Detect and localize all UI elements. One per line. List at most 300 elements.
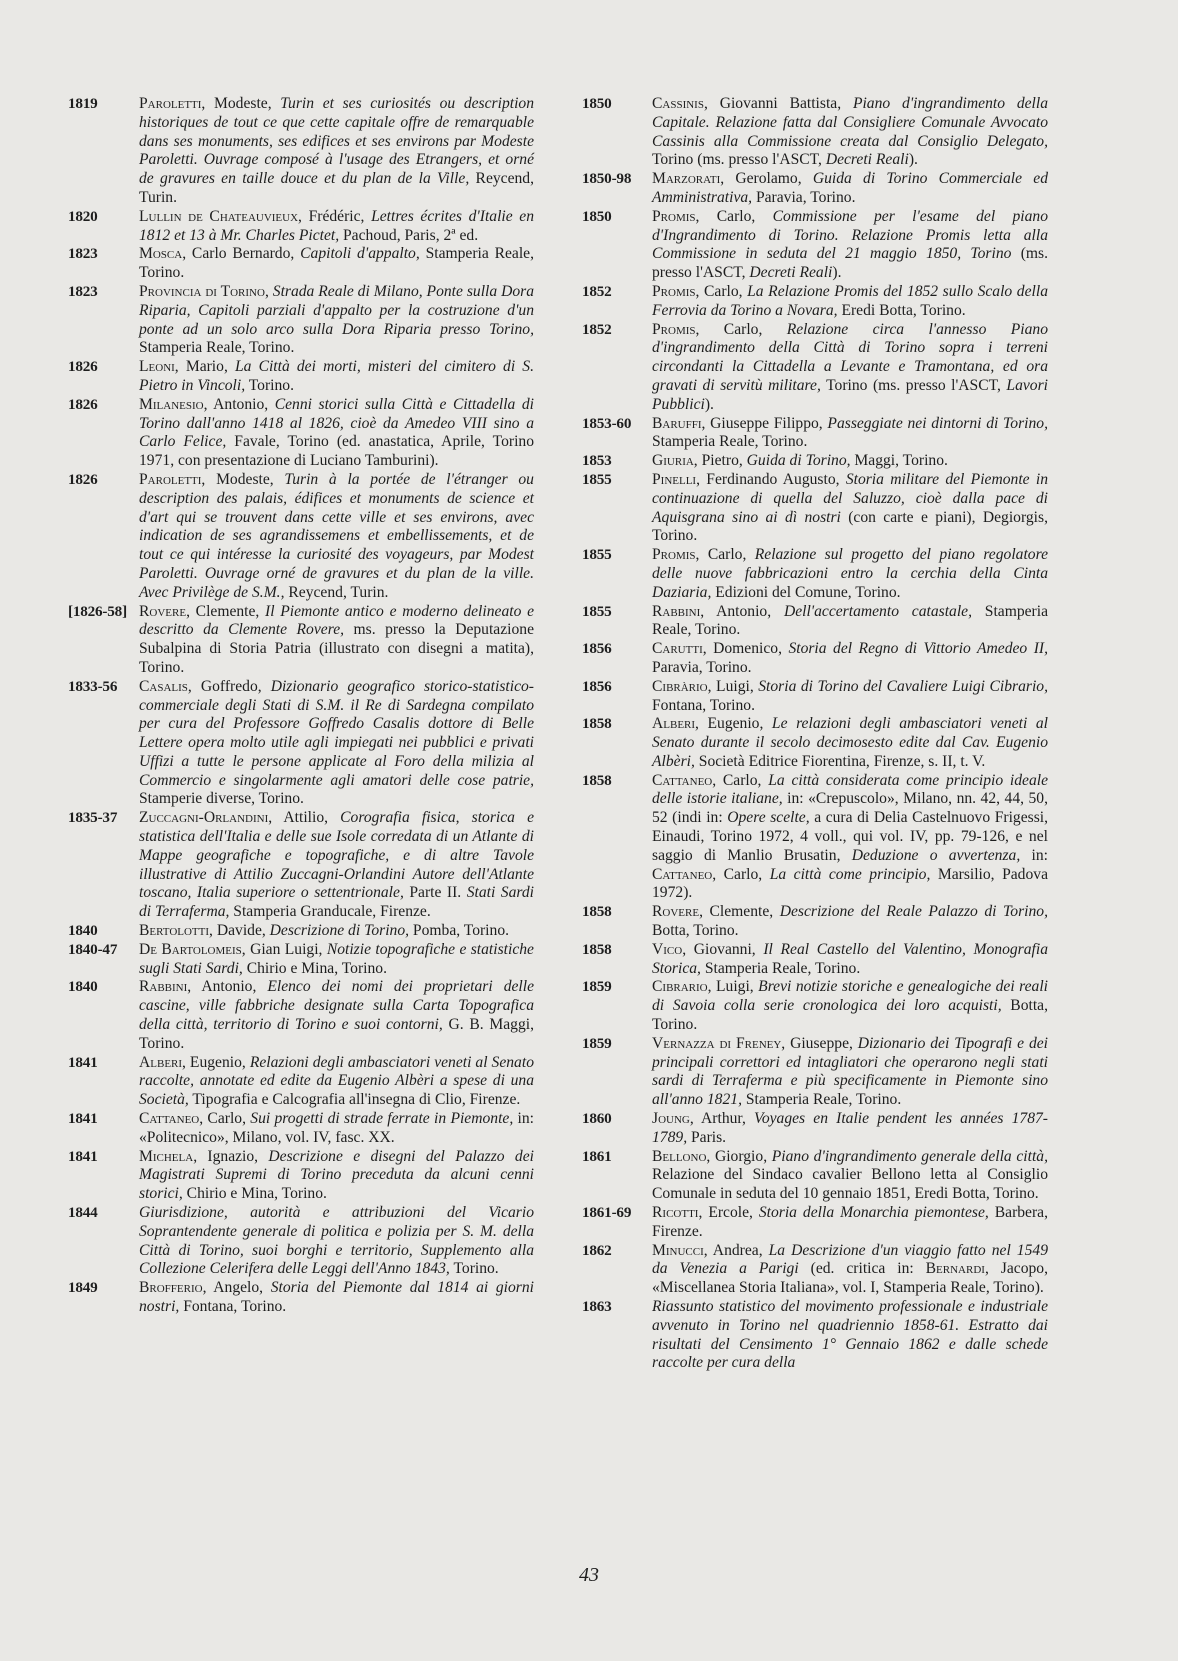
entry-year: 1858 <box>582 940 612 958</box>
entry-name: Carlo Bernardo, <box>186 245 301 263</box>
entry-author: Promis, <box>652 282 700 300</box>
bibliography-entry <box>68 208 534 246</box>
entry-name: Davide, <box>212 922 270 940</box>
bibliography-entry <box>582 95 1048 170</box>
entry-name: Attilio, <box>272 809 341 827</box>
entry-author: Carutti, <box>652 640 707 658</box>
bibliography-entry <box>582 546 1048 602</box>
entry-year: 1819 <box>68 95 98 112</box>
entry-author: Cibrario, <box>652 978 712 996</box>
entry-publication: Torino (ms. presso l'ASCT, <box>652 151 826 169</box>
entry-author: Rabbini, <box>139 978 192 996</box>
entry-title: La Città dei morti, misteri del cimitero di S. Pietro in Vincoli, <box>139 358 534 394</box>
entry-publication: Stamperia Reale, Torino. <box>139 339 295 357</box>
entry-name: Ignazio, <box>197 1147 269 1165</box>
right-column <box>582 95 1048 1373</box>
entry-text <box>139 1204 534 1279</box>
entry-name: Frédéric, <box>301 207 372 225</box>
entry-text <box>139 283 534 358</box>
entry-text <box>139 208 534 246</box>
entry-note-secondary: Carlo, <box>716 865 770 883</box>
bibliography-entry <box>582 1204 1048 1242</box>
entry-title: Storia della Monarchia piemontese, <box>758 1204 989 1222</box>
entry-year: 1858 <box>582 903 612 921</box>
entry-title: Passeggiate nei dintorni di Torino, <box>827 414 1048 432</box>
entry-publication: (con carte e piani), Degiorgis, Torino. <box>652 508 1048 545</box>
bibliography-entry <box>582 678 1048 716</box>
bibliography-entry <box>68 941 534 979</box>
entry-author: Leoni, <box>139 358 179 376</box>
entry-text <box>652 715 1048 771</box>
entry-year: 1841 <box>68 1147 98 1165</box>
left-column <box>68 95 534 1317</box>
entry-publication: Stamperia Reale, Torino. <box>741 1091 902 1109</box>
entry-author: Cattaneo, <box>652 771 717 789</box>
entry-text <box>652 1204 1048 1242</box>
entry-title: Brevi notizie storiche e genealogiche dei reali di Savoia colla serie cronologica dei loro acquisti, <box>652 978 1049 1015</box>
bibliography-entry <box>582 321 1048 415</box>
entry-author: Zuccagni-Orlandini, <box>139 809 273 827</box>
entry-year: 1852 <box>582 320 612 338</box>
entry-year: 1823 <box>68 245 98 263</box>
bibliography-entry <box>582 1148 1048 1204</box>
entry-note: in: <box>1020 846 1048 864</box>
entry-author-secondary: Bernardi, <box>925 1260 989 1278</box>
entry-publication: ms. presso la Deputazione Subalpina di Storia Patria (illustrato con disegni a matita), Torino. <box>139 621 534 676</box>
entry-author: Promis, <box>652 320 700 338</box>
entry-year: 1849 <box>68 1279 98 1297</box>
entry-author: Promis, <box>652 207 700 225</box>
entry-name: Mario, <box>178 358 235 376</box>
entry-title: Strada Reale di Milano, Ponte sulla Dora Riparia, Capitoli parziali d'appalto per la costruzione d'un ponte ad un solo arco sulla Dora Riparia presso Torino, <box>139 282 534 338</box>
entry-year: 1826 <box>68 470 98 488</box>
entry-publication: Stamperia Reale, Torino. <box>700 959 861 977</box>
entry-year: 1841 <box>68 1110 98 1128</box>
bibliography-entry <box>68 603 534 678</box>
entry-year: 1859 <box>582 978 612 996</box>
entry-author: Provincia di Torino, <box>139 282 269 300</box>
entry-text <box>652 772 1048 904</box>
entry-author: Joung, <box>652 1110 694 1128</box>
bibliography-entry <box>68 396 534 471</box>
entry-author: Rabbini, <box>652 602 705 620</box>
entry-text <box>652 1110 1048 1148</box>
entry-name: Modeste, <box>205 470 285 488</box>
bibliography-entry <box>68 1054 534 1110</box>
entry-year: 1856 <box>582 640 612 658</box>
entry-note-tertiary: Marsilio, Padova 1972). <box>652 865 1048 902</box>
entry-text <box>652 208 1048 283</box>
entry-author: Paroletti, <box>139 95 206 112</box>
entry-text <box>139 471 534 603</box>
entry-title: Turin et ses curiosités ou description historiques de tout ce que cette capitale offre de remarquable dans ses monuments, ses edifices et ses environs par Modeste Paroletti. Ouvrage composé à l'usage des Etrangers, et orné de gravures en taille douce et du plan de la Ville, <box>139 95 534 188</box>
entry-year: 1826 <box>68 358 98 376</box>
entry-text <box>139 603 534 678</box>
entry-author: Lullin de Chateauvieux, <box>139 207 302 225</box>
entry-title: Elenco dei nomi dei proprietari delle cascine, ville fabbriche designate sulla Carta Topografica della città, territorio di Torino e suoi contorni, <box>139 978 534 1034</box>
entry-text <box>652 546 1048 602</box>
entry-author: Baruffi, <box>652 414 706 432</box>
entry-author: Pinelli, <box>652 470 700 488</box>
entry-year: 1850 <box>582 207 612 225</box>
entry-year: 1820 <box>68 207 98 225</box>
entry-title: Relazione circa l'annesso Piano d'ingrandimento della Città di Torino sopra i terreni circondanti la Cittadella a Levante e Tramontana, ed ora gravati di servitù militare, <box>652 320 1048 394</box>
entry-year: 1856 <box>582 677 612 695</box>
entry-text <box>139 245 534 283</box>
entry-name: Gian Luigi, <box>245 940 327 958</box>
entry-name: Domenico, <box>706 640 789 658</box>
entry-title: Storia del Regno di Vittorio Amedeo II, <box>788 640 1048 658</box>
entry-title: Turin à la portée de l'étranger ou description des palais, édifices et monuments de science et d'art qui se trouvent dans cette ville et ses environs, avec indication de ses agrandissemens et embellissements, et de tout ce qui intéresse la curiosité des voyageurs, par Modest Paroletti. Ouvrage orné de gravures et du plan de la ville. Avec Privilège de S.M., <box>139 470 534 601</box>
entry-name: Gerolamo, <box>724 170 813 188</box>
entry-publication: (ms. presso l'ASCT, <box>652 245 1048 282</box>
entry-text <box>652 903 1048 941</box>
entry-publication: Parte II. <box>403 884 467 902</box>
entry-publication: Botta, Torino. <box>652 922 739 940</box>
entry-title: Descrizione di Torino, <box>269 922 410 940</box>
entry-publication: Paravia, Torino. <box>652 658 752 676</box>
entry-publication-secondary: ). <box>704 395 714 413</box>
bibliography-entry <box>582 283 1048 321</box>
entry-year: 1862 <box>582 1241 612 1259</box>
bibliography-entry <box>68 245 534 283</box>
entry-title: Piano d'ingrandimento generale della città, <box>771 1147 1048 1165</box>
entry-title-secondary: Decreti Reali <box>749 264 833 282</box>
bibliography-entry <box>68 1279 534 1317</box>
entry-publication: G. B. Maggi, Torino. <box>139 1016 534 1052</box>
bibliography-entry <box>582 1035 1048 1110</box>
entry-year: 1826 <box>68 395 98 413</box>
entry-title-secondary: Lavori Pubblici <box>652 376 1048 413</box>
entry-text <box>652 1298 1048 1373</box>
entry-publication: Chirio e Mina, Torino. <box>182 1185 327 1203</box>
entry-year: 1855 <box>582 546 612 564</box>
entry-text <box>652 1035 1048 1110</box>
entry-text <box>652 1242 1048 1298</box>
entry-title: Capitoli d'appalto, <box>300 245 420 263</box>
entry-publication: Paravia, Torino. <box>752 188 856 206</box>
entry-name: Giorgio, <box>710 1147 772 1165</box>
entry-author: Vernazza di Freney, <box>652 1034 786 1052</box>
bibliography-entry <box>68 922 534 941</box>
entry-publication: Stamperia Reale, Torino. <box>139 245 534 282</box>
entry-author: Bellono, <box>652 1147 711 1165</box>
entry-year: 1858 <box>582 771 612 789</box>
entry-year: 1859 <box>582 1034 612 1052</box>
entry-name: Pietro, <box>697 452 747 470</box>
entry-publication: Relazione del Sindaco cavalier Bellono letta al Consiglio Comunale in seduta del 10 gennaio 1851, Eredi Botta, Torino. <box>652 1166 1048 1203</box>
entry-title: Lettres écrites d'Italie en 1812 et 13 à Mr. Charles Pictet, <box>139 207 535 244</box>
entry-title: Storia militare del Piemonte in continuazione di quella del Saluzzo, cioè dalla pace di Aquisgrana sino ai dì nostri <box>652 470 1048 526</box>
entry-author: Cattaneo, <box>139 1110 204 1128</box>
bibliography-entry <box>68 1110 534 1148</box>
entry-title: Descrizione e disegni del Palazzo dei Magistrati Supremi di Torino preceduta da alcuni cenni storici, <box>139 1147 534 1203</box>
entry-title: Dell'accertamento catastale, <box>783 602 972 620</box>
entry-title-secondary: Stati Sardi di Terraferma, <box>139 884 534 921</box>
entry-name: Antonio, <box>207 395 275 413</box>
entry-publication-secondary: Stamperia Granducale, Firenze. <box>229 903 431 921</box>
entry-publication-secondary: ). <box>908 151 918 169</box>
entry-name: Carlo, <box>203 1110 251 1128</box>
entry-title: Relazione sul progetto del piano regolatore delle nuove fabbricazioni entro la cerchia della Cinta Daziaria, <box>652 546 1048 601</box>
entry-year: 1823 <box>68 282 98 300</box>
entry-publication: Stamperia Reale, Torino. <box>652 602 1048 639</box>
entry-text <box>139 1279 534 1317</box>
entry-title: Commissione per l'esame del piano d'Ingrandimento di Torino. Relazione Promis letta alla Commissione in seduta del 21 maggio 1850, Torino <box>652 207 1049 263</box>
entry-name: Antonio, <box>191 978 268 996</box>
entry-publication: Torino. <box>449 1260 499 1278</box>
bibliography-entry <box>68 978 534 1053</box>
entry-name: Carlo, <box>699 320 787 338</box>
entry-year: 1853 <box>582 452 612 470</box>
entry-text <box>139 978 534 1053</box>
entry-title: Corografia fisica, storica e statistica dell'Italia e delle sue Isole corredata di un Atlante di Mappe geografiche e topografiche, e di altre Tavole illustrative di Attilio Zuccagni-Orlandini Autore dell'Atlante toscano, Italia superiore o settentrionale, <box>139 809 534 902</box>
entry-title: Dizionario dei Tipografi e dei principali correttori ed intagliatori che operarono negli stati sardi di Terraferma e più specificamente in Piemonte sino all'anno 1821, <box>652 1034 1048 1109</box>
entry-author: Rovere, <box>652 903 703 921</box>
entry-title: Riassunto statistico del movimento professionale e industriale avvenuto in Torino nel quadriennio 1858-61. Estratto dai risultati del Censimento 1° Gennaio 1862 e dalle schede raccolte per cura della <box>652 1298 1048 1372</box>
entry-publication-secondary: ). <box>832 264 842 282</box>
entry-title: Notizie topografiche e statistiche sugli Stati Sardi, <box>139 940 534 977</box>
entry-text <box>652 603 1048 641</box>
entry-year: 1850 <box>582 95 612 112</box>
bibliography-entry <box>582 1298 1048 1373</box>
entry-text <box>139 809 534 922</box>
bibliography-entry <box>582 471 1048 546</box>
bibliography-entry <box>582 1242 1048 1298</box>
entry-year: 1850-98 <box>582 170 632 188</box>
entry-publication: Stamperia Reale, Torino. <box>652 433 808 451</box>
entry-publication: Chirio e Mina, Torino. <box>242 959 387 977</box>
entry-year: 1855 <box>582 470 612 488</box>
bibliography-entry <box>582 640 1048 678</box>
entry-year: 1853-60 <box>582 414 632 432</box>
entry-publication: Reycend, Turin. <box>139 170 534 206</box>
entry-title: Guida di Torino Commerciale ed Amministrativa, <box>652 170 1048 206</box>
entry-author: Giuria, <box>652 452 698 470</box>
entry-text <box>139 941 534 979</box>
entry-text <box>652 95 1048 170</box>
entry-title: Il Real Castello del Valentino, Monografia Storica, <box>652 940 1049 977</box>
entry-year: 1844 <box>68 1204 98 1222</box>
entry-year: 1861-69 <box>582 1204 632 1222</box>
bibliography-entry <box>68 283 534 358</box>
bibliography-entry <box>582 170 1048 208</box>
entry-title: Relazioni degli ambasciatori veneti al Senato raccolte, annotate ed edite da Eugenio Albèri a spese di una Società, <box>139 1053 534 1109</box>
entry-text <box>139 1054 534 1110</box>
entry-title: La Descrizione d'un viaggio fatto nel 1549 da Venezia a Parigi <box>652 1241 1048 1278</box>
entry-text <box>652 640 1048 678</box>
entry-author: Marzorati, <box>652 170 725 188</box>
entry-year: 1860 <box>582 1110 612 1128</box>
entry-publication: Botta, Torino. <box>652 997 1048 1034</box>
entry-title: Sui progetti di strade ferrate in Piemonte, <box>250 1110 514 1128</box>
entry-year: 1840 <box>68 978 98 996</box>
entry-publication: in: «Crepuscolo», Milano, nn. 42, 44, 50, 52 (indi in: <box>652 790 1048 827</box>
entry-publication: Tipografia e Calcografia all'insegna di Clio, Firenze. <box>188 1091 521 1109</box>
entry-year: 1852 <box>582 282 612 300</box>
entry-text <box>139 396 534 471</box>
entry-title: Storia di Torino del Cavaliere Luigi Cibrario, <box>758 677 1049 695</box>
entry-publication: Torino (ms. presso l'ASCT, <box>820 376 1007 394</box>
entry-title: Descrizione del Reale Palazzo di Torino, <box>779 903 1048 921</box>
entry-title: La Relazione Promis del 1852 sullo Scalo della Ferrovia da Torino a Novara, <box>652 282 1048 319</box>
entry-text <box>652 452 1048 471</box>
entry-title: Piano d'ingrandimento della Capitale. Relazione fatta dal Consigliere Comunale Avvocato Cassinis alla Commissione creata dal Consiglio Delegato, <box>652 95 1048 150</box>
entry-publication: Pachoud, Paris, 2ª ed. <box>339 226 479 244</box>
entry-name: Antonio, <box>704 602 784 620</box>
entry-title-quaternary: La città come principio, <box>769 865 931 883</box>
entry-text <box>652 170 1048 208</box>
entry-author: De Bartolomeis, <box>139 940 246 958</box>
bibliography-entry <box>582 772 1048 904</box>
entry-publication: (ed. critica in: <box>798 1260 926 1278</box>
entry-publication: Fontana, Torino. <box>179 1298 287 1315</box>
entry-name: Clemente, <box>189 602 266 620</box>
entry-text <box>652 978 1048 1034</box>
bibliography-entry <box>582 208 1048 283</box>
entry-author: Minucci, <box>652 1241 708 1259</box>
entry-title-tertiary: Deduzione o avvertenza, <box>851 846 1021 864</box>
entry-year: 1855 <box>582 602 612 620</box>
entry-text <box>652 415 1048 453</box>
entry-publication: Barbera, Firenze. <box>652 1204 1048 1240</box>
entry-name: Giovanni, <box>686 940 764 958</box>
entry-title: Giurisdizione, autorità e attribuzioni del Vicario Soprantendente generale di politica e polizia per S. M. della Città di Torino, suoi borghi e territorio, Supplemento alla Collezione Celerifera delle Leggi dell'Anno 1843, <box>139 1204 534 1278</box>
entry-author: Milanesio, <box>139 395 208 413</box>
entry-publication: Paris. <box>687 1128 727 1146</box>
entry-text <box>652 678 1048 716</box>
entry-name: Andrea, <box>707 1241 769 1259</box>
entry-text <box>139 95 534 208</box>
entry-name: Goffredo, <box>191 677 271 695</box>
entry-text <box>652 941 1048 979</box>
entry-author: Casalis, <box>139 677 192 695</box>
bibliography-entry <box>582 978 1048 1034</box>
entry-name: Arthur, <box>693 1110 755 1128</box>
entry-title: Guida di Torino, <box>746 452 851 470</box>
entry-text <box>652 283 1048 321</box>
entry-author: Cibràrio, <box>652 677 712 695</box>
entry-name: Carlo, <box>699 207 773 225</box>
entry-publication: Fontana, Torino. <box>652 696 756 714</box>
bibliography-entry <box>582 415 1048 453</box>
entry-title: La città considerata come principio ideale delle istorie italiane, <box>652 771 1049 808</box>
entry-name: Giovanni Battista, <box>707 95 853 112</box>
entry-name: Angelo, <box>206 1279 271 1297</box>
entry-text <box>139 1148 534 1204</box>
entry-publication: Edizioni del Comune, Torino. <box>711 583 901 601</box>
entry-title: Cenni storici sulla Città e Cittadella di Torino dall'anno 1418 al 1826, cioè da Amedeo VIII sino a Carlo Felice, <box>139 395 534 451</box>
entry-publication: Stamperie diverse, Torino. <box>139 790 304 808</box>
entry-name: Ercole, <box>702 1204 759 1222</box>
entry-name: Carlo, <box>699 546 755 564</box>
entry-note-secondary: Jacopo, «Miscellanea Storia Italiana», vol. I, Stamperia Reale, Torino). <box>652 1260 1048 1297</box>
entry-text <box>652 1148 1048 1204</box>
entry-name: Clemente, <box>702 903 780 921</box>
entry-text <box>139 358 534 396</box>
bibliography-entry <box>582 603 1048 641</box>
entry-title-secondary: Opere scelte, <box>727 809 810 827</box>
entry-year: [1826-58] <box>68 602 127 620</box>
entry-publication: Torino. <box>245 376 294 394</box>
entry-year: 1861 <box>582 1147 612 1165</box>
entry-author: Paroletti, <box>139 470 206 488</box>
bibliography-entry <box>68 678 534 810</box>
entry-publication: Pomba, Torino. <box>409 922 510 940</box>
entry-publication: Reycend, Turin. <box>284 583 389 601</box>
entry-text <box>139 678 534 810</box>
entry-title: Le relazioni degli ambasciatori veneti al Senato durante il secolo decimosesto edite dal Cav. Eugenio Albèri, <box>652 715 1048 770</box>
entry-author: Mosca, <box>139 245 187 263</box>
entry-text <box>652 471 1048 546</box>
entry-title: Storia del Piemonte dal 1814 ai giorni nostri, <box>139 1279 534 1315</box>
bibliography-entry <box>68 1148 534 1204</box>
entry-author: Promis, <box>652 546 700 564</box>
entry-name: Ferdinando Augusto, <box>700 470 846 488</box>
entry-name: Carlo, <box>699 282 748 300</box>
entry-title: Dizionario geografico storico-statistico-commerciale degli Stati di S.M. il Re di Sardegna compilato per cura del Professore Goffredo Casalis dottore di Belle Lettere opera molto utile agli impiegati nei pubblici e privati Uffizi a tutte le persone applicate al Foro della milizia al Commercio e singolarmente agli amatori delle cose patrie, <box>139 677 534 789</box>
entry-title: Voyages en Italie pendent les années 1787-1789, <box>652 1110 1048 1146</box>
entry-name: Luigi, <box>711 978 759 996</box>
entry-author: Alberi, <box>139 1053 186 1071</box>
entry-text <box>652 321 1048 415</box>
bibliography-entry <box>68 358 534 396</box>
entry-author: Cassinis, <box>652 95 708 112</box>
entry-name: Modeste, <box>205 95 281 112</box>
entry-year: 1863 <box>582 1298 612 1315</box>
entry-publication: in: «Politecnico», Milano, vol. IV, fasc. XX. <box>139 1110 534 1146</box>
entry-publication: Maggi, Torino. <box>850 452 948 470</box>
entry-text <box>139 1110 534 1148</box>
entry-publication: Eredi Botta, Torino. <box>837 301 966 319</box>
bibliography-entry <box>582 715 1048 771</box>
entry-title-secondary: Decreti Reali <box>825 151 909 169</box>
entry-name: Giuseppe, <box>785 1034 858 1052</box>
entry-name: Carlo, <box>716 771 769 789</box>
entry-name: Eugenio, <box>185 1053 250 1071</box>
bibliography-entry <box>582 941 1048 979</box>
entry-author-secondary: Cattaneo, <box>652 865 717 883</box>
bibliography-entry <box>68 1204 534 1279</box>
entry-publication: Favale, Torino (ed. anastatica, Aprile, Torino 1971, con presentazione di Luciano Tamburini). <box>139 433 534 470</box>
entry-author: Vico, <box>652 940 687 958</box>
entry-author: Brofferio, <box>139 1279 207 1297</box>
bibliography-entry <box>68 809 534 922</box>
entry-year: 1840 <box>68 922 98 940</box>
entry-publication-secondary: a cura di Delia Castelnuovo Frigessi, Einaudi, Torino 1972, 4 voll., qui vol. IV, pp. 79-126, e nel saggio di Manlio Brusatin, <box>652 809 1048 864</box>
entry-year: 1840-47 <box>68 940 118 958</box>
entry-author: Bertolotti, <box>139 922 213 940</box>
bibliography-entry <box>582 452 1048 471</box>
entry-publication: Società Editrice Fiorentina, Firenze, s. II, t. V. <box>694 752 986 770</box>
entry-author: Ricotti, <box>652 1204 703 1222</box>
entry-year: 1858 <box>582 715 612 733</box>
bibliography-entry <box>68 471 534 603</box>
entry-year: 1835-37 <box>68 809 118 827</box>
entry-year: 1841 <box>68 1053 98 1071</box>
bibliography-entry <box>68 95 534 208</box>
bibliography-entry <box>582 903 1048 941</box>
entry-author: Alberi, <box>652 715 699 733</box>
entry-title: Il Piemonte antico e moderno delineato e descritto da Clemente Rovere, <box>139 602 534 639</box>
page-number: 43 <box>579 1564 599 1586</box>
entry-name: Giuseppe Filippo, <box>705 414 828 432</box>
bibliography-entry <box>582 1110 1048 1148</box>
entry-author: Michela, <box>139 1147 198 1165</box>
entry-year: 1833-56 <box>68 677 118 695</box>
entry-author: Rovere, <box>139 602 190 620</box>
entry-name: Luigi, <box>711 677 759 695</box>
